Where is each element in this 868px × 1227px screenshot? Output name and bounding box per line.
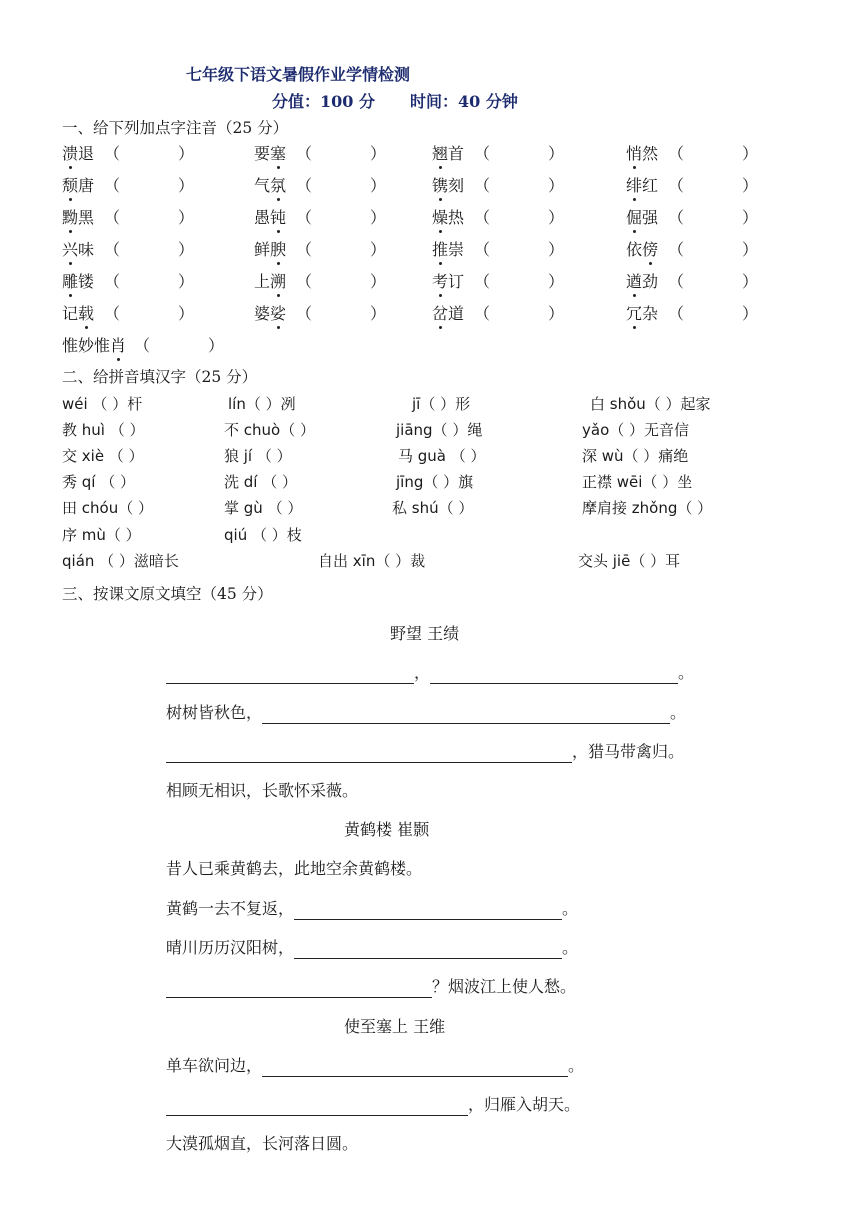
section2-heading: 二、给拼音填汉字（25 分）: [62, 368, 258, 386]
dotted-char: 肖: [110, 336, 127, 355]
pinyin-item[interactable]: jī（ ）形: [412, 395, 471, 413]
poem3-title: 使至塞上 王维: [344, 1017, 446, 1036]
pinyin-item[interactable]: 白 shǒu（ ）起家: [590, 395, 711, 413]
pinyin-item[interactable]: lín（ ）冽: [228, 395, 296, 413]
phonetic-item: [62, 303, 94, 325]
answer-blank[interactable]: [686, 239, 738, 261]
answer-open-paren: （: [668, 240, 685, 259]
dotted-char: 订: [448, 272, 465, 291]
poem3-line1: 单车欲问边， 。: [166, 1056, 585, 1075]
phonetic-item: [62, 335, 126, 357]
answer-blank[interactable]: [122, 239, 174, 261]
word-char: 愚: [254, 208, 271, 227]
answer-close-paren: ）: [742, 240, 759, 259]
answer-close-paren: ）: [208, 336, 225, 355]
word-char: 气: [254, 176, 271, 195]
answer-blank[interactable]: [492, 207, 544, 229]
answer-open-paren: （: [668, 304, 685, 323]
word-char: 黝: [62, 208, 79, 227]
answer-close-paren: ）: [742, 176, 759, 195]
dotted-char: 黑: [78, 208, 95, 227]
answer-close-paren: ）: [370, 208, 387, 227]
answer-close-paren: ）: [548, 144, 565, 163]
answer-open-paren: （: [474, 304, 491, 323]
answer-close-paren: ）: [370, 176, 387, 195]
pinyin-item[interactable]: 教 huì （ ）: [62, 421, 145, 439]
word-char: 婆: [254, 304, 271, 323]
answer-close-paren: ）: [742, 208, 759, 227]
answer-close-paren: ）: [178, 240, 195, 259]
poem1-title: 野望 王绩: [390, 624, 460, 643]
pinyin-item[interactable]: 洗 dí （ ）: [224, 473, 297, 491]
dotted-char: 首: [448, 144, 465, 163]
word-char: 颓: [62, 176, 79, 195]
dotted-char: 劲: [642, 272, 659, 291]
phonetic-item: [626, 175, 658, 197]
answer-open-paren: （: [104, 304, 121, 323]
answer-close-paren: ）: [178, 176, 195, 195]
answer-close-paren: ）: [370, 304, 387, 323]
answer-close-paren: ）: [548, 304, 565, 323]
answer-blank[interactable]: [492, 175, 544, 197]
pinyin-item[interactable]: yǎo（ ）无音信: [582, 421, 690, 439]
poem1-line3: ，猎马带禽归。: [166, 741, 684, 763]
word-char: 鲜: [254, 240, 271, 259]
answer-blank[interactable]: [492, 143, 544, 165]
answer-close-paren: ）: [370, 240, 387, 259]
pinyin-item[interactable]: 深 wù（ ）痛绝: [582, 447, 689, 465]
answer-open-paren: （: [668, 272, 685, 291]
word-char: 推: [432, 240, 449, 259]
pinyin-item[interactable]: 自出 xīn（ ）裁: [318, 552, 426, 570]
answer-open-paren: （: [296, 240, 313, 259]
answer-blank[interactable]: [122, 207, 174, 229]
section3-heading: 三、按课文原文填空（45 分）: [62, 585, 273, 603]
answer-open-paren: （: [296, 144, 313, 163]
pinyin-item[interactable]: 田 chóu（ ）: [62, 499, 153, 517]
section1-heading: 一、给下列加点字注音（25 分）: [62, 119, 289, 137]
phonetic-item: [626, 143, 658, 165]
answer-blank[interactable]: [686, 175, 738, 197]
word-char: 岔: [432, 304, 449, 323]
word-char: 要: [254, 144, 271, 163]
dotted-char: 退: [78, 144, 95, 163]
phonetic-item: [254, 207, 286, 229]
answer-blank[interactable]: [492, 303, 544, 325]
phonetic-item: [432, 239, 464, 261]
dotted-char: 溯: [270, 272, 287, 291]
phonetic-item: [62, 239, 94, 261]
phonetic-item: [254, 303, 286, 325]
dotted-char: 热: [448, 208, 465, 227]
pinyin-item[interactable]: 交 xiè （ ）: [62, 447, 144, 465]
dotted-char: 塞: [270, 144, 287, 163]
poem3-line3: 大漠孤烟直，长河落日圆。: [166, 1134, 359, 1153]
phonetic-item: [432, 143, 464, 165]
answer-open-paren: （: [668, 176, 685, 195]
answer-blank[interactable]: [686, 143, 738, 165]
pinyin-item[interactable]: jīng（ ）旗: [396, 473, 474, 491]
answer-open-paren: （: [104, 240, 121, 259]
dotted-char: 腴: [270, 240, 287, 259]
answer-open-paren: （: [474, 208, 491, 227]
phonetic-item: [432, 207, 464, 229]
phonetic-item: [62, 207, 94, 229]
phonetic-item: [62, 143, 94, 165]
answer-open-paren: （: [296, 176, 313, 195]
answer-blank[interactable]: [122, 271, 174, 293]
answer-blank[interactable]: [314, 175, 366, 197]
word-char: 镌: [432, 176, 449, 195]
answer-open-paren: （: [104, 272, 121, 291]
answer-close-paren: ）: [178, 304, 195, 323]
answer-open-paren: （: [104, 176, 121, 195]
answer-blank[interactable]: [166, 667, 414, 684]
answer-close-paren: ）: [742, 304, 759, 323]
dotted-char: 强: [642, 208, 659, 227]
word-char: 溃: [62, 144, 79, 163]
answer-close-paren: ）: [742, 144, 759, 163]
word-char: 冗: [626, 304, 643, 323]
answer-blank[interactable]: [492, 271, 544, 293]
answer-blank[interactable]: [686, 271, 738, 293]
word-char: 燥: [432, 208, 449, 227]
answer-open-paren: （: [296, 272, 313, 291]
answer-blank[interactable]: [314, 143, 366, 165]
pinyin-item[interactable]: 私 shú（ ）: [392, 499, 474, 517]
answer-close-paren: ）: [370, 272, 387, 291]
dotted-char: 崇: [448, 240, 465, 259]
word-char: 遒: [626, 272, 643, 291]
answer-open-paren: （: [296, 208, 313, 227]
answer-open-paren: （: [104, 144, 121, 163]
dotted-char: 钝: [270, 208, 287, 227]
answer-blank[interactable]: [262, 707, 670, 724]
page-title: 七年级下语文暑假作业学情检测: [186, 65, 411, 84]
pinyin-item[interactable]: 掌 gù （ ）: [224, 499, 303, 517]
answer-blank[interactable]: [122, 175, 174, 197]
word-char: 上: [254, 272, 271, 291]
word-char: 惟妙惟: [62, 336, 111, 355]
dotted-char: 傍: [642, 240, 659, 259]
answer-blank[interactable]: [314, 271, 366, 293]
pinyin-item[interactable]: 狼 jí （ ）: [224, 447, 292, 465]
word-char: 倔: [626, 208, 643, 227]
answer-blank[interactable]: [492, 239, 544, 261]
dotted-char: 杂: [642, 304, 659, 323]
answer-open-paren: （: [668, 208, 685, 227]
poem2-line1: 昔人已乘黄鹤去，此地空余黄鹤楼。: [166, 859, 423, 878]
word-char: 考: [432, 272, 449, 291]
dotted-char: 刻: [448, 176, 465, 195]
answer-open-paren: （: [104, 208, 121, 227]
answer-blank[interactable]: [314, 303, 366, 325]
dotted-char: 镂: [78, 272, 95, 291]
phonetic-item: [432, 175, 464, 197]
answer-close-paren: ）: [548, 208, 565, 227]
dotted-char: 味: [78, 240, 95, 259]
answer-close-paren: ）: [548, 272, 565, 291]
phonetic-item: [62, 175, 94, 197]
answer-open-paren: （: [296, 304, 313, 323]
dotted-char: 红: [642, 176, 659, 195]
dotted-char: 氛: [270, 176, 287, 195]
poem2-line4: ？烟波江上使人愁。: [166, 976, 576, 998]
phonetic-item: [254, 271, 286, 293]
phonetic-item: [432, 271, 464, 293]
dotted-char: 道: [448, 304, 465, 323]
poem1-line1: ， 。: [166, 662, 694, 684]
pinyin-item[interactable]: jiāng（ ）绳: [396, 421, 483, 439]
answer-open-paren: （: [134, 336, 151, 355]
poem1-line2: 树树皆秋色， 。: [166, 703, 687, 722]
poem2-line2: 黄鹤一去不复返， 。: [166, 899, 579, 918]
poem2-title: 黄鹤楼 崔颢: [344, 820, 430, 839]
answer-blank[interactable]: [294, 903, 562, 920]
answer-close-paren: ）: [370, 144, 387, 163]
poem2-line3: 晴川历历汉阳树， 。: [166, 938, 579, 957]
phonetic-item: [626, 207, 658, 229]
answer-blank[interactable]: [262, 1060, 568, 1077]
phonetic-item: [626, 239, 658, 261]
answer-close-paren: ）: [178, 144, 195, 163]
word-char: 绯: [626, 176, 643, 195]
phonetic-item: [626, 271, 658, 293]
answer-blank[interactable]: [152, 335, 204, 357]
answer-blank[interactable]: [166, 1099, 468, 1116]
word-char: 依: [626, 240, 643, 259]
pinyin-item[interactable]: 序 mù（ ）: [62, 526, 141, 544]
poem1-line4: 相顾无相识，长歌怀采薇。: [166, 781, 359, 800]
score-label: 分值：100 分: [272, 92, 375, 111]
answer-blank[interactable]: [122, 303, 174, 325]
answer-blank[interactable]: [686, 303, 738, 325]
word-char: 翘: [432, 144, 449, 163]
pinyin-item[interactable]: wéi （ ）杆: [62, 395, 143, 413]
phonetic-item: [626, 303, 658, 325]
word-char: 悄: [626, 144, 643, 163]
answer-close-paren: ）: [548, 176, 565, 195]
answer-open-paren: （: [474, 272, 491, 291]
poem3-line2: ，归雁入胡天。: [166, 1094, 580, 1116]
dotted-char: 然: [642, 144, 659, 163]
pinyin-item[interactable]: 交头 jiē（ ）耳: [578, 552, 681, 570]
answer-blank[interactable]: [314, 239, 366, 261]
word-char: 记: [62, 304, 79, 323]
answer-close-paren: ）: [548, 240, 565, 259]
pinyin-item[interactable]: qián （ ）滋暗长: [62, 552, 179, 570]
answer-close-paren: ）: [178, 208, 195, 227]
phonetic-item: [254, 175, 286, 197]
answer-close-paren: ）: [742, 272, 759, 291]
answer-open-paren: （: [474, 176, 491, 195]
phonetic-item: [432, 303, 464, 325]
answer-blank[interactable]: [430, 667, 678, 684]
pinyin-item[interactable]: qiú （ ）枝: [224, 526, 302, 544]
time-label: 时间：40 分钟: [410, 92, 518, 111]
dotted-char: 唐: [78, 176, 95, 195]
pinyin-item[interactable]: 正襟 wēi（ ）坐: [582, 473, 693, 491]
dotted-char: 载: [78, 304, 95, 323]
answer-open-paren: （: [668, 144, 685, 163]
answer-open-paren: （: [474, 240, 491, 259]
dotted-char: 娑: [270, 304, 287, 323]
phonetic-item: [254, 239, 286, 261]
pinyin-item[interactable]: 马 guà （ ）: [398, 447, 486, 465]
pinyin-item[interactable]: 摩肩接 zhǒng（ ）: [582, 499, 713, 517]
answer-blank[interactable]: [314, 207, 366, 229]
answer-blank[interactable]: [166, 981, 432, 998]
answer-blank[interactable]: [686, 207, 738, 229]
answer-blank[interactable]: [294, 942, 562, 959]
word-char: 兴: [62, 240, 79, 259]
answer-blank[interactable]: [122, 143, 174, 165]
pinyin-item[interactable]: 不 chuò（ ）: [224, 421, 315, 439]
answer-blank[interactable]: [166, 746, 572, 763]
phonetic-item: [62, 271, 94, 293]
answer-close-paren: ）: [178, 272, 195, 291]
pinyin-item[interactable]: 秀 qí （ ）: [62, 473, 135, 491]
word-char: 雕: [62, 272, 79, 291]
phonetic-item: [254, 143, 286, 165]
answer-open-paren: （: [474, 144, 491, 163]
